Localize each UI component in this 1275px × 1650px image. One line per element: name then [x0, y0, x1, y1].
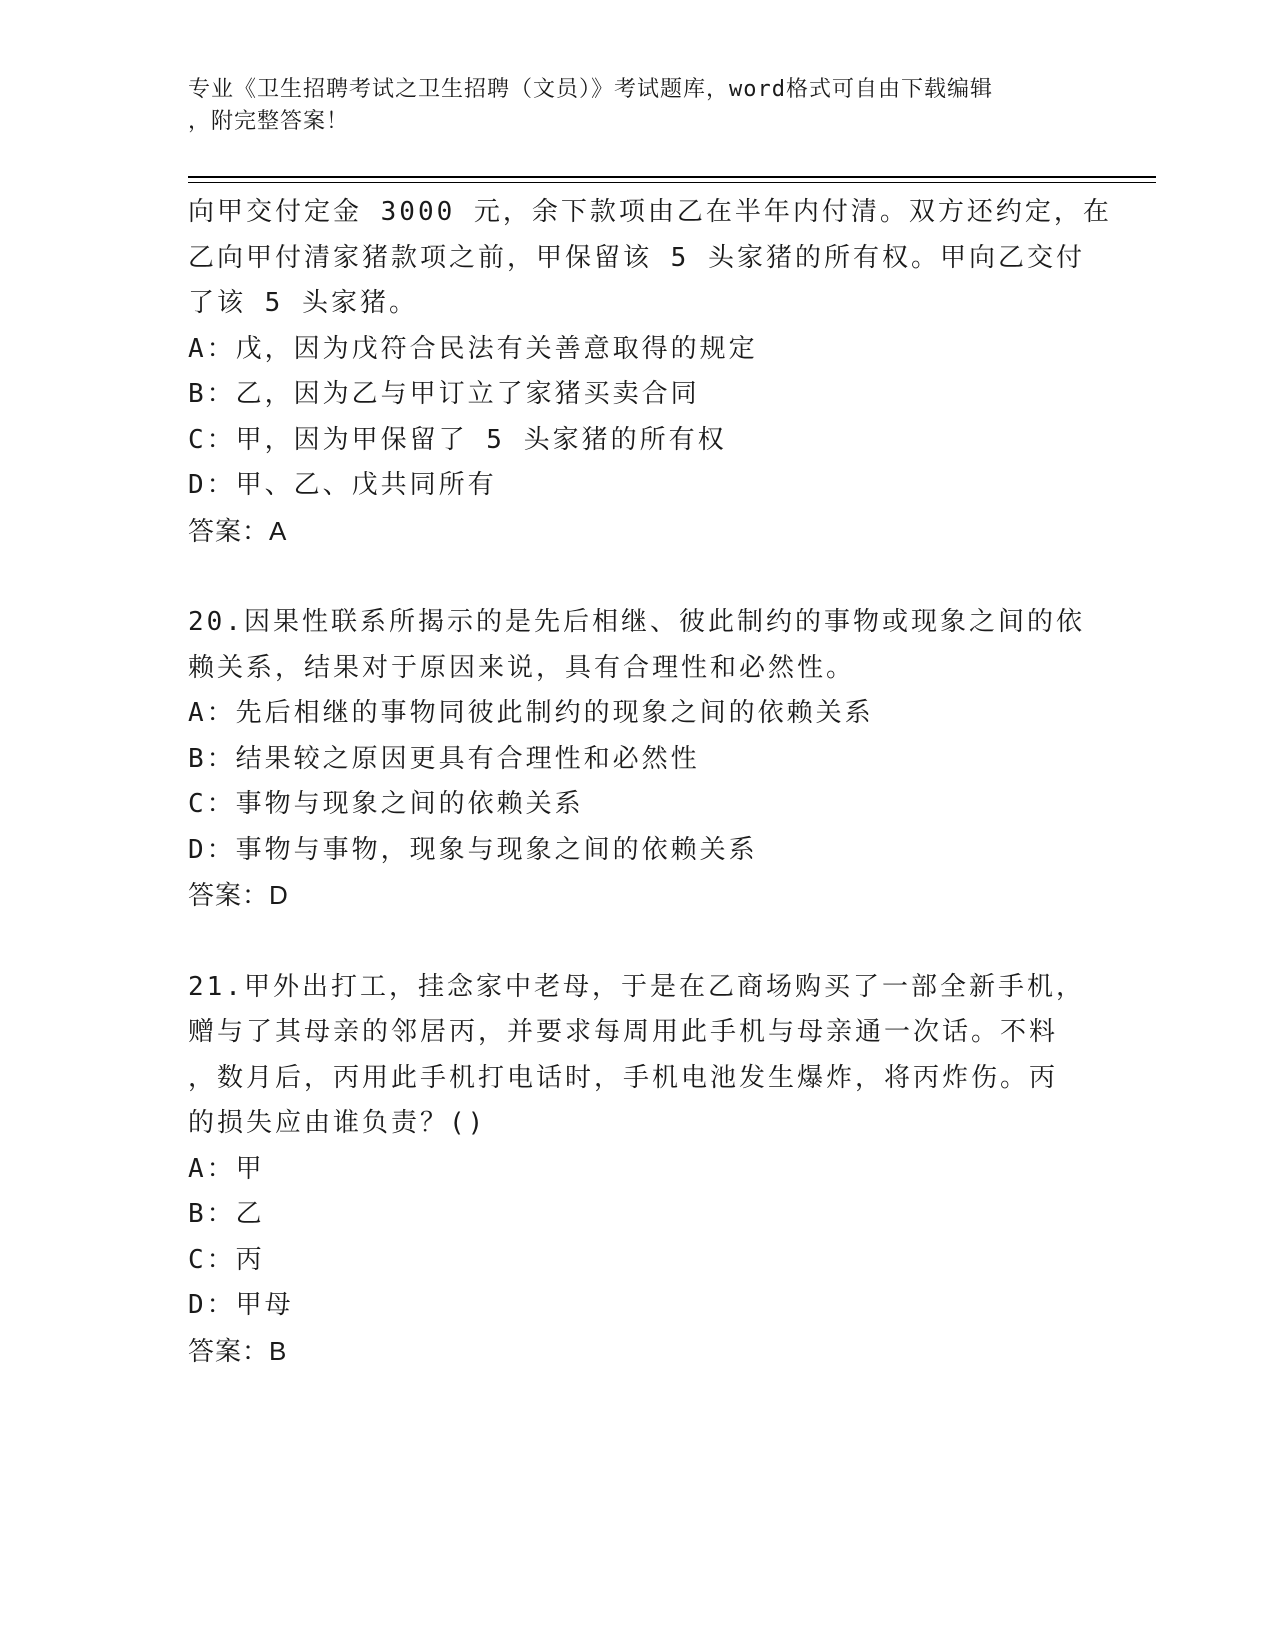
- question-text-line: 了该 5 头家猪。: [188, 288, 418, 318]
- question-text-line: 的损失应由谁负责？(): [188, 1108, 487, 1138]
- option-c: C：甲，因为甲保留了 5 头家猪的所有权: [188, 424, 727, 455]
- option-d: D：甲、乙、戊共同所有: [188, 470, 497, 500]
- question-text-line: 向甲交付定金 3000 元，余下款项由乙在半年内付清。双方还约定，在: [188, 197, 1112, 227]
- answer-line: 答案：A: [188, 515, 288, 546]
- question-20: [188, 600, 1088, 919]
- option-a: A：戊，因为戊符合民法有关善意取得的规定: [188, 333, 758, 364]
- question-19-continuation: [188, 190, 1112, 554]
- question-text-line: 乙向甲付清家猪款项之前，甲保留该 5 头家猪的所有权。甲向乙交付: [188, 242, 1085, 273]
- spacer: [188, 919, 1088, 965]
- question-content: [188, 190, 1112, 1374]
- header-divider-thin: [188, 182, 1156, 183]
- question-text-line: 20.因果性联系所揭示的是先后相继、彼此制约的事物或现象之间的依: [188, 607, 1085, 637]
- header-line-1: 专业《卫生招聘考试之卫生招聘（文员）》考试题库，word格式可自由下载编辑: [188, 77, 993, 102]
- header-line-2: ，附完整答案！: [188, 109, 350, 134]
- option-c: C：丙: [188, 1244, 265, 1275]
- document-header: [188, 74, 1068, 138]
- header-divider-thick: [188, 176, 1156, 178]
- option-d: D：事物与事物，现象与现象之间的依赖关系: [188, 834, 758, 865]
- question-text-line: 赠与了其母亲的邻居丙，并要求每周用此手机与母亲通一次话。不料: [188, 1017, 1059, 1047]
- question-21: [188, 965, 1088, 1375]
- option-b: B：乙: [188, 1199, 265, 1229]
- option-b: B：结果较之原因更具有合理性和必然性: [188, 743, 700, 774]
- answer-line: 答案：B: [188, 1335, 288, 1366]
- answer-line: 答案：D: [188, 880, 289, 910]
- option-a: A：先后相继的事物同彼此制约的现象之间的依赖关系: [188, 698, 874, 728]
- spacer: [188, 554, 1088, 600]
- question-text-line: 赖关系，结果对于原因来说，具有合理性和必然性。: [188, 652, 856, 683]
- option-a: A：甲: [188, 1153, 265, 1184]
- option-c: C：事物与现象之间的依赖关系: [188, 789, 584, 819]
- question-text-line: 21.甲外出打工，挂念家中老母，于是在乙商场购买了一部全新手机，: [188, 971, 1085, 1002]
- question-text-line: ，数月后，丙用此手机打电话时，手机电池发生爆炸，将丙炸伤。丙: [188, 1062, 1059, 1093]
- option-b: B：乙，因为乙与甲订立了家猪买卖合同: [188, 379, 700, 409]
- option-d: D：甲母: [188, 1290, 294, 1320]
